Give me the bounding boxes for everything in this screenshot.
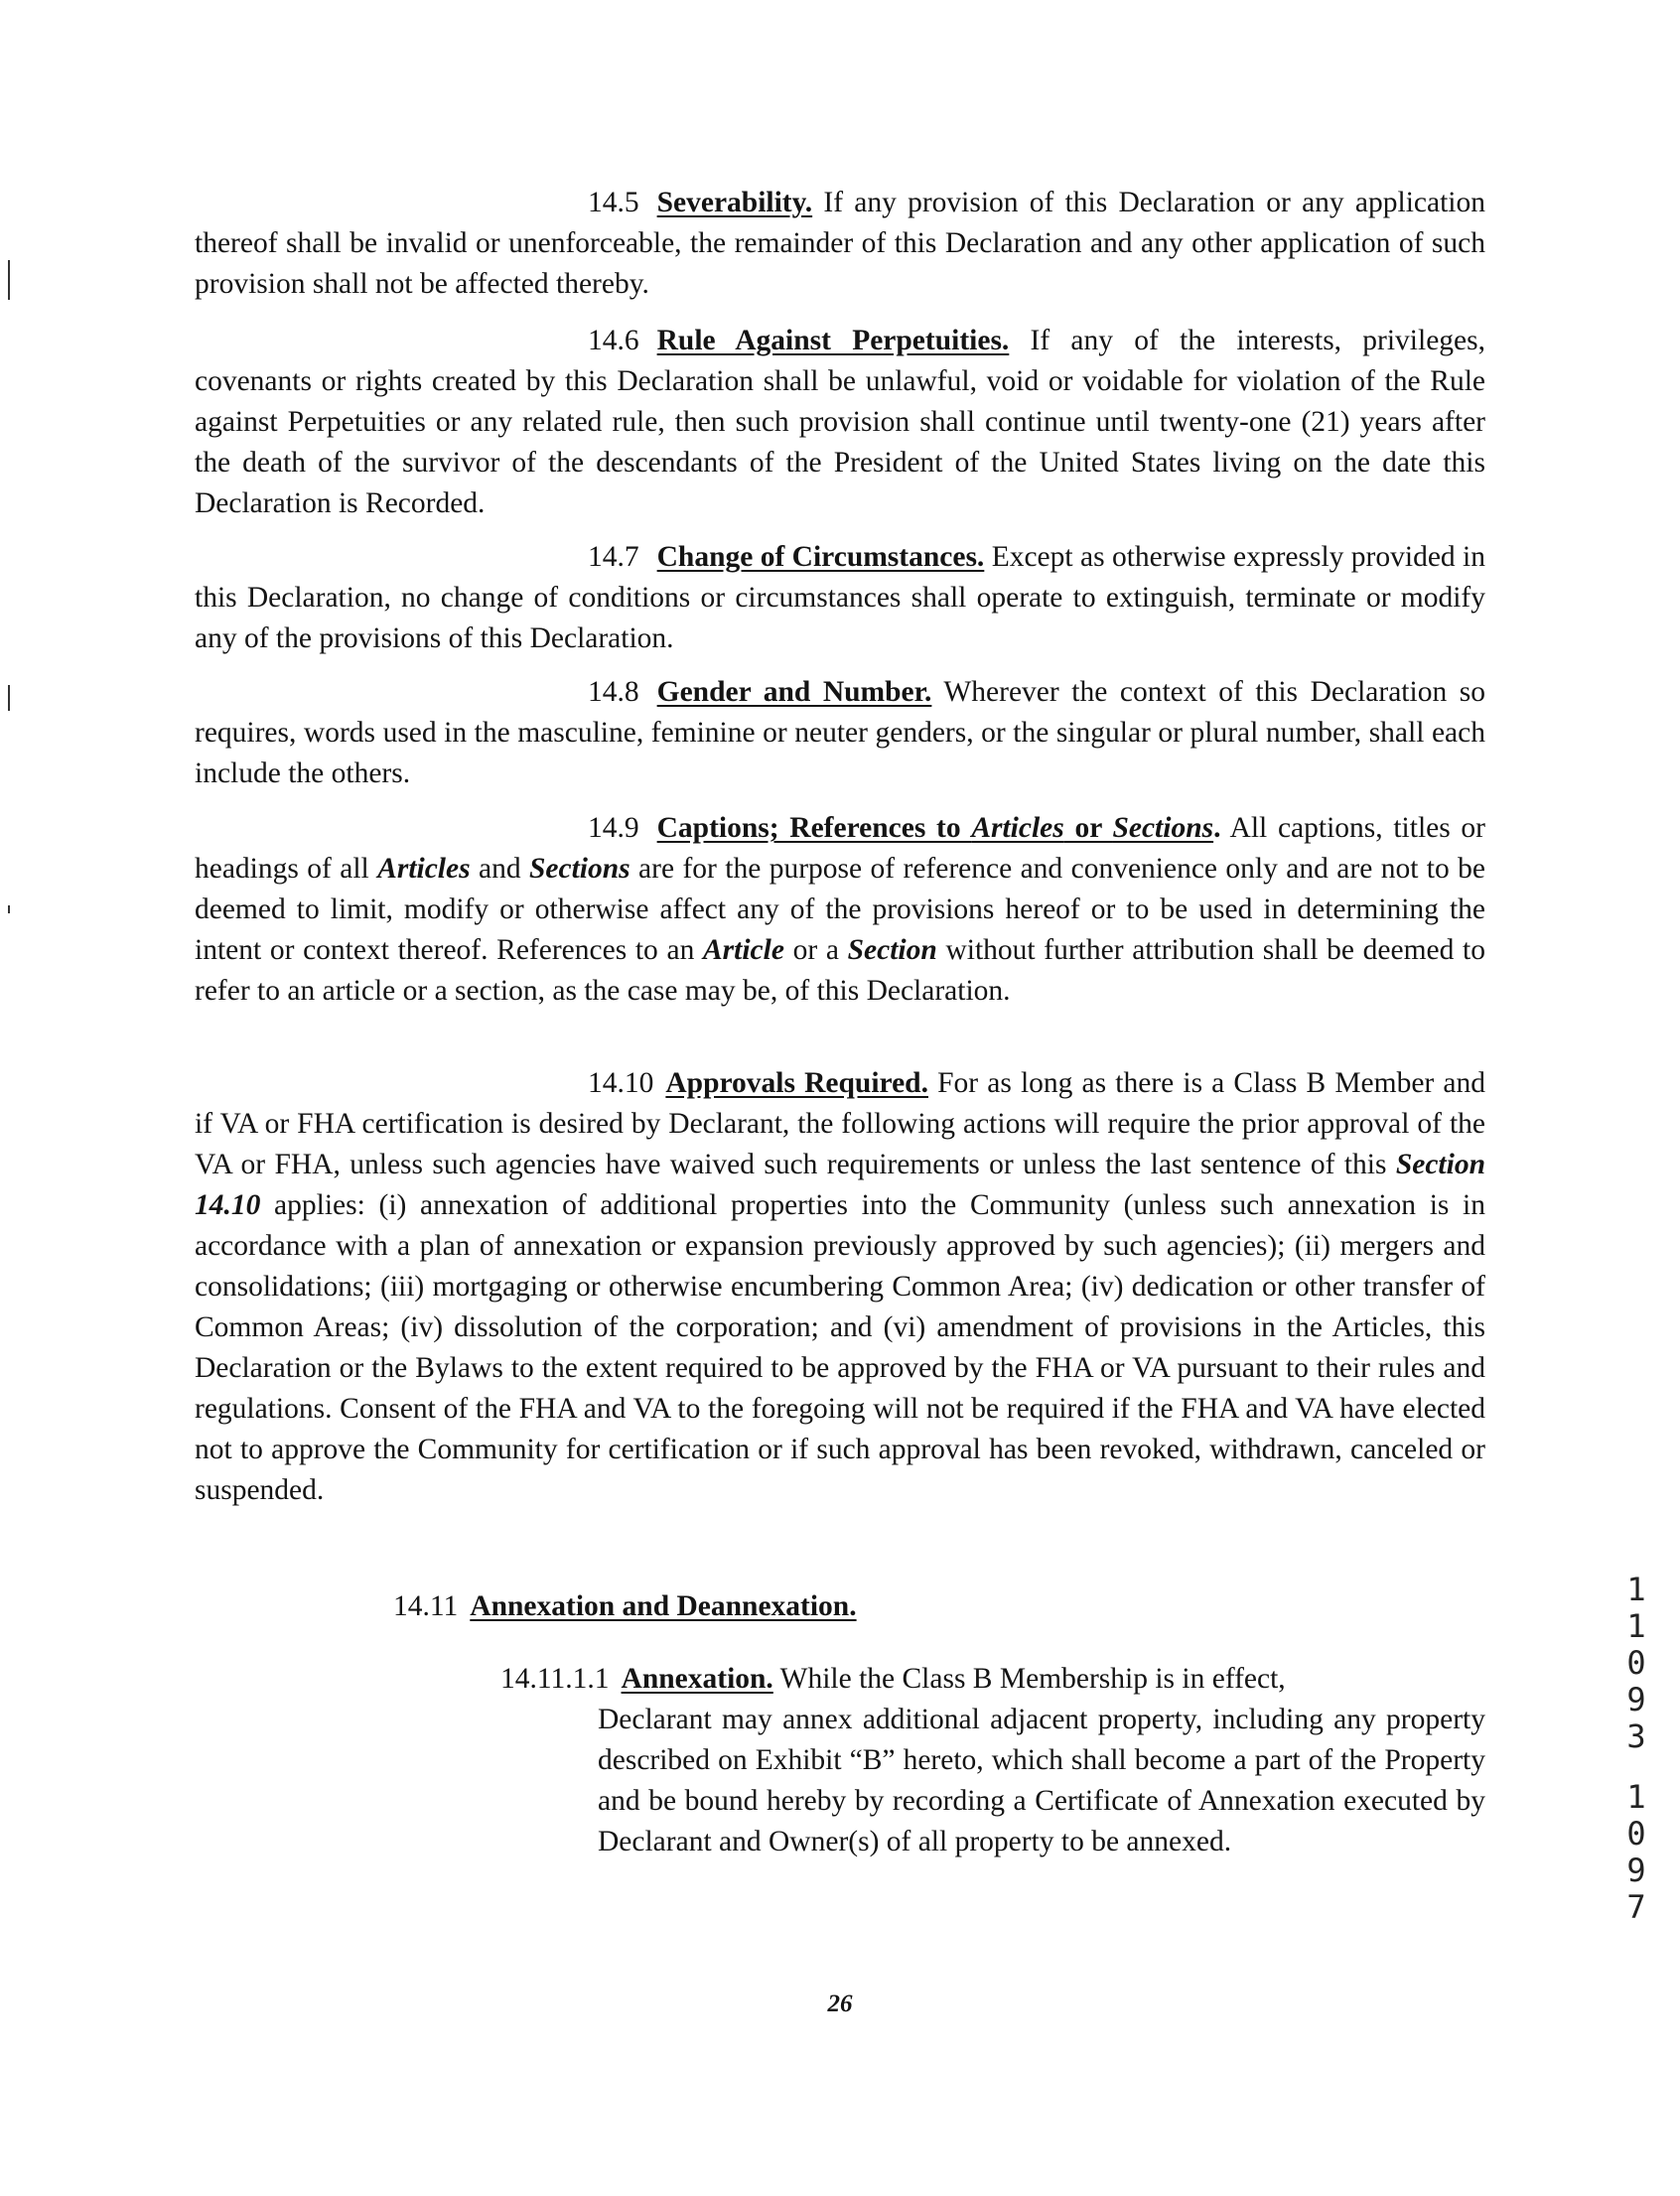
page-number: 26 <box>827 1990 853 2017</box>
section-number: 14.9 <box>588 812 639 844</box>
section-text: While the Class B Membership is in effect, <box>772 1663 1286 1695</box>
section-text: If any provision of this Declaration or any application thereof shall be invalid or unenforceable, the remainder of this Declaration and any other application of such provision shall not be affected thereby. <box>195 187 1485 300</box>
subsection-body: Declarant may annex additional adjacent property, including any property described on Exhibit “B” hereto, which shall become a part of the Property and be bound hereby by recording a Certificate of Annexation executed by Declarant and Owner(s) of all property to be annexed. <box>598 1704 1485 1857</box>
section-text: or a <box>783 934 848 966</box>
section-14-8 <box>195 672 1485 794</box>
section-text: and <box>470 853 529 885</box>
section-heading: Change of Circumstances. <box>656 541 985 573</box>
section-number: 14.8 <box>588 676 639 708</box>
section-text: without further attribution shall be deemed to refer to an article or a section, as the case may be, of this Declaration. <box>195 934 1485 1007</box>
stamp-digit: 0 <box>1626 1644 1646 1682</box>
section-text: are for the purpose of reference and convenience only and are not to be deemed to limit, modify or otherwise affect any of the provisions hereof or to be used in determining the intent or context thereof. References to an <box>195 853 1485 966</box>
section-heading: Rule Against Perpetuities. <box>656 325 1010 356</box>
section-number: 14.11.1.1 <box>500 1663 610 1695</box>
section-14-7-paragraph <box>195 537 1485 659</box>
section-reference: Articles <box>377 853 471 885</box>
section-14-10 <box>195 1063 1485 1511</box>
stamp-digit: 3 <box>1626 1717 1646 1755</box>
stamp-digit: 0 <box>1626 1815 1646 1853</box>
heading-period: . <box>1213 812 1221 844</box>
scan-margin-mark <box>8 905 10 913</box>
stamp-digit: 9 <box>1626 1852 1646 1889</box>
section-14-5-paragraph <box>195 183 1485 305</box>
stamp-digit: 1 <box>1626 1607 1646 1645</box>
section-text: For as long as there is a Class B Member and if VA or FHA certification is desired by Declarant, the following actions will require the prior approval of the VA or FHA, unless such agencies have waived such requirements or unless the last sentence of this <box>195 1067 1485 1180</box>
section-heading <box>657 812 1213 844</box>
section-14-6-paragraph <box>195 321 1485 524</box>
subsection-first-line <box>500 1659 1485 1700</box>
stamp-digit: 1 <box>1626 1571 1646 1608</box>
section-text: Wherever the context of this Declaration so requires, words used in the masculine, feminine or neuter genders, or the singular or plural number, shall each include the others. <box>195 676 1485 789</box>
section-14-5 <box>195 183 1485 305</box>
stamp-digit: 7 <box>1626 1888 1646 1926</box>
section-reference: Section 14.10 <box>195 1149 1485 1221</box>
section-reference: Sections <box>529 853 630 885</box>
section-14-10-paragraph <box>195 1063 1485 1511</box>
section-text: Except as otherwise expressly provided in this Declaration, no change of conditions or circumstances shall operate to extinguish, terminate or modify any of the provisions of this Declaration. <box>195 541 1485 654</box>
section-number: 14.6 <box>588 325 639 356</box>
heading-part-italic: Articles <box>971 812 1064 844</box>
heading-part: Captions; References to <box>656 812 972 844</box>
section-heading: Annexation and Deannexation. <box>470 1590 857 1622</box>
section-14-6 <box>195 321 1485 524</box>
recording-number-stamp <box>1616 1572 1656 1926</box>
section-text: If any of the interests, privileges, covenants or rights created by this Declaration shall be unlawful, void or voidable for violation of the Rule against Perpetuities or any related rule, then such provision shall continue until twenty-one (21) years after the death of the survivor of the descendants of the President of the United States living on the date this Declaration is Recorded. <box>195 325 1485 519</box>
heading-part: or <box>1063 812 1113 844</box>
scan-margin-mark <box>8 260 10 300</box>
section-number: 14.5 <box>588 187 639 218</box>
section-number: 14.11 <box>393 1590 459 1622</box>
section-number: 14.7 <box>588 541 639 573</box>
section-14-9 <box>195 808 1485 1012</box>
scan-margin-mark <box>8 685 10 711</box>
section-14-11-heading <box>393 1586 857 1627</box>
heading-part-italic: Sections <box>1112 812 1214 844</box>
section-14-7 <box>195 537 1485 659</box>
section-14-8-paragraph <box>195 672 1485 794</box>
stamp-digit: 9 <box>1626 1681 1646 1718</box>
section-heading: Gender and Number. <box>656 676 932 708</box>
section-reference: Article <box>703 934 784 966</box>
section-reference: Section <box>847 934 937 966</box>
section-heading: Annexation. <box>621 1663 773 1695</box>
section-heading: Severability. <box>656 187 813 218</box>
stamp-digit: 1 <box>1626 1778 1646 1816</box>
section-text: All captions, titles or headings of all <box>195 812 1485 885</box>
section-heading: Approvals Required. <box>665 1067 928 1099</box>
section-number: 14.10 <box>588 1067 654 1099</box>
section-14-9-paragraph <box>195 808 1485 1012</box>
stamp-gap <box>1616 1755 1656 1779</box>
section-14-11-1-1 <box>500 1659 1485 1862</box>
section-text: applies: (i) annexation of additional properties into the Community (unless such annexation is in accordance with a plan of annexation or expansion previously approved by such agencies); (ii) mergers and consolidations; (iii) mortgaging or otherwise encumbering Common Area; (iv) dedication or other transfer of Common Areas; (iv) dissolution of the corporation; and (vi) amendment of provisions in the Articles, this Declaration or the Bylaws to the extent required to be approved by the FHA or VA pursuant to their rules and regulations. Consent of the FHA and VA to the foregoing will not be required if the FHA and VA have elected not to approve the Community for certification or if such approval has been revoked, withdrawn, canceled or suspended. <box>195 1189 1485 1506</box>
